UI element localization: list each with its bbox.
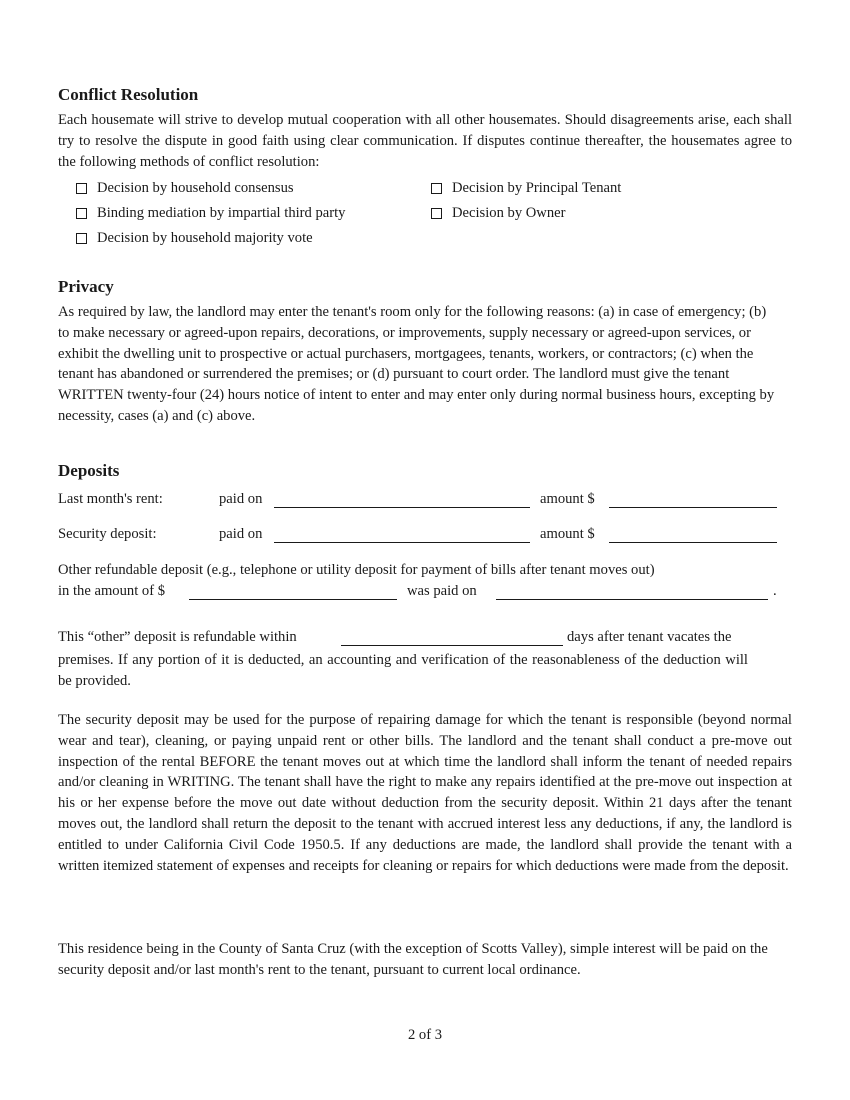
amount-label: amount $ — [540, 491, 595, 507]
paid-on-label: paid on — [219, 491, 263, 507]
other-deposit-block — [58, 562, 792, 606]
last-month-paid-on-field[interactable] — [274, 507, 530, 508]
other-refund-block — [58, 629, 792, 693]
option-household-consensus[interactable] — [76, 180, 294, 197]
privacy-heading: Privacy — [58, 277, 114, 296]
amount-label: amount $ — [540, 526, 595, 542]
refund-suffix: days after tenant vacates the — [567, 629, 732, 645]
deposits-heading: Deposits — [58, 461, 120, 480]
last-month-rent-row — [58, 491, 792, 513]
checkbox[interactable] — [431, 208, 442, 219]
security-deposit-label: Security deposit: — [58, 526, 157, 542]
checkbox[interactable] — [76, 183, 87, 194]
last-month-amount-field[interactable] — [609, 507, 777, 508]
privacy-paragraph: As required by law, the landlord may enter the tenant's room only for the following reasons: (a) in case of emergency; (b) to make necessary or agreed-upon repairs, decorations, or improvements, supply necessary or agreed-upon services, or exhibit the dwelling unit to prospective or actual purchasers, mortgagees, tenants, workers, or contractors; (c) when the tenant has abandoned or surrendered the premises; or (d) pursuant to court order. The landlord must give the tenant WRITTEN twenty-four (24) hours notice of intent to enter and may enter only during normal business hours, excepting by necessity, cases (a) and (c) above. — [58, 304, 775, 424]
security-paid-on-field[interactable] — [274, 542, 530, 543]
other-paid-on-field[interactable] — [496, 599, 768, 600]
checkbox[interactable] — [76, 233, 87, 244]
checkbox[interactable] — [431, 183, 442, 194]
interest-paragraph: This residence being in the County of Santa Cruz (with the exception of Scotts Valley), simple interest will be paid on the security deposit and/or last month's rent to the tenant, pursuant to current local ordinance. — [58, 941, 768, 978]
other-was-paid-label: was paid on — [407, 583, 477, 599]
security-amount-field[interactable] — [609, 542, 777, 543]
security-deposit-row — [58, 526, 792, 548]
last-month-rent-label: Last month's rent: — [58, 491, 163, 507]
conflict-resolution-heading: Conflict Resolution — [58, 85, 199, 104]
refund-paragraph-rest: premises. If any portion of it is deducted, an accounting and verification of the reasonableness of the deduction will be provided. — [58, 651, 748, 689]
page-number: 2 of 3 — [407, 1027, 443, 1043]
other-amount-label: in the amount of $ — [58, 583, 166, 599]
option-owner[interactable] — [431, 205, 565, 222]
option-label: Decision by Principal Tenant — [452, 180, 622, 196]
conflict-resolution-paragraph: Each housemate will strive to develop mutual cooperation with all other housemates. Should disagreements arise, each shall try to resolve the dispute in good faith using clear communication. If disputes continue thereafter, the housemates agree to the following methods of conflict resolution: — [58, 112, 792, 170]
refund-prefix: This “other” deposit is refundable within — [58, 629, 297, 645]
paid-on-label: paid on — [219, 526, 263, 542]
option-principal-tenant[interactable] — [431, 180, 621, 197]
security-deposit-paragraph: The security deposit may be used for the purpose of repairing damage for which the tenant is responsible (beyond normal wear and tear), cleaning, or paying unpaid rent or other bills. The landlord and the tenant shall conduct a pre-move out inspection of the rental BEFORE the tenant moves out at which time the landlord shall inform the tenant of needed repairs and/or cleaning in WRITING. The tenant shall have the right to make any repairs identified at the pre-move out inspection at his or her expense before the move out date without deduction from the security deposit. Within 21 days after the tenant moves out, the landlord shall return the deposit to the tenant with accrued interest less any deductions, if any, the landlord is entitled to under California Civil Code 1950.5. If any deductions are made, the landlord shall provide the tenant with a written itemized statement of expenses and receipts for cleaning or repairs for which deductions were made from the deposit. — [58, 712, 792, 874]
option-binding-mediation[interactable] — [76, 205, 345, 222]
refund-days-field[interactable] — [341, 645, 563, 646]
option-majority-vote[interactable] — [76, 230, 313, 247]
option-label: Decision by Owner — [452, 205, 566, 221]
option-label: Decision by household majority vote — [97, 230, 313, 246]
other-amount-field[interactable] — [189, 599, 397, 600]
other-period: . — [773, 583, 777, 599]
option-label: Binding mediation by impartial third party — [97, 205, 346, 221]
checkbox[interactable] — [76, 208, 87, 219]
other-deposit-line1: Other refundable deposit (e.g., telephone or utility deposit for payment of bills after tenant moves out) — [58, 562, 655, 578]
option-label: Decision by household consensus — [97, 180, 294, 196]
